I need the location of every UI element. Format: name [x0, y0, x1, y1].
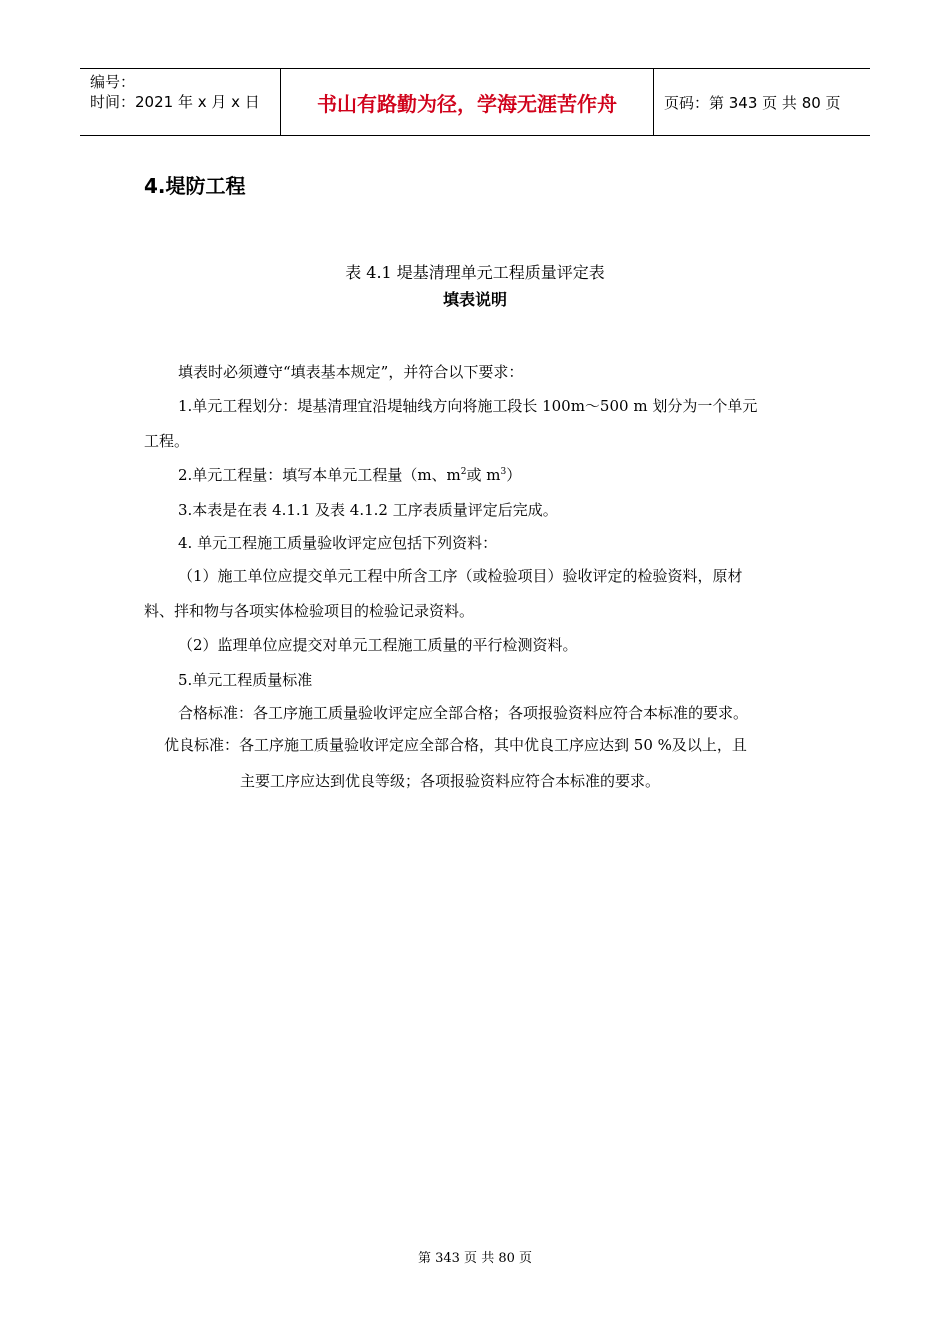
document-date: 时间：2021 年 x 月 x 日 — [90, 93, 260, 111]
header-info-cell — [80, 69, 281, 135]
paragraph: 1.单元工程划分：堤基清理宜沿堤轴线方向将施工段长 100m～500 m 划分为一个单元 — [178, 397, 758, 415]
paragraph: 合格标准：各工序施工质量验收评定应全部合格；各项报验资料应符合本标准的要求。 — [178, 704, 749, 722]
paragraph: 填表时必须遵守“填表基本规定”，并符合以下要求： — [178, 363, 524, 381]
paragraph — [178, 464, 521, 485]
superscript: 3 — [500, 467, 507, 477]
page-footer: 第 343 页 共 80 页 — [417, 1251, 533, 1266]
document-number-label: 编号： — [90, 73, 136, 91]
paragraph: （2）监理单位应提交对单元工程施工质量的平行检测资料。 — [178, 636, 578, 654]
paragraph: 5.单元工程质量标准 — [178, 671, 313, 689]
paragraph: 主要工序应达到优良等级；各项报验资料应符合本标准的要求。 — [240, 772, 661, 790]
text-span: ） — [506, 466, 522, 484]
header-page-info: 页码：第 343 页 共 80 页 — [664, 93, 841, 112]
paragraph: 3.本表是在表 4.1.1 及表 4.1.2 工序表质量评定后完成。 — [178, 501, 558, 519]
paragraph: （1）施工单位应提交单元工程中所含工序（或检验项目）验收评定的检验资料，原材 — [178, 567, 743, 585]
paragraph: 料、拌和物与各项实体检验项目的检验记录资料。 — [144, 602, 475, 620]
page-header — [80, 68, 870, 136]
table-title: 表 4.1 堤基清理单元工程质量评定表 — [345, 263, 605, 282]
fill-instructions-title: 填表说明 — [442, 290, 507, 309]
paragraph: 优良标准：各工序施工质量验收评定应全部合格，其中优良工序应达到 50 %及以上，且 — [164, 736, 747, 754]
paragraph: 工程。 — [144, 432, 190, 450]
text-span: 2.单元工程量：填写本单元工程量（m、m — [178, 466, 461, 484]
section-title: 4.堤防工程 — [144, 174, 246, 198]
superscript: 2 — [460, 467, 467, 477]
text-span: 或 m — [466, 466, 501, 484]
paragraph: 4. 单元工程施工质量验收评定应包括下列资料： — [178, 534, 498, 552]
header-motto: 书山有路勤为径，学海无涯苦作舟 — [281, 69, 654, 135]
